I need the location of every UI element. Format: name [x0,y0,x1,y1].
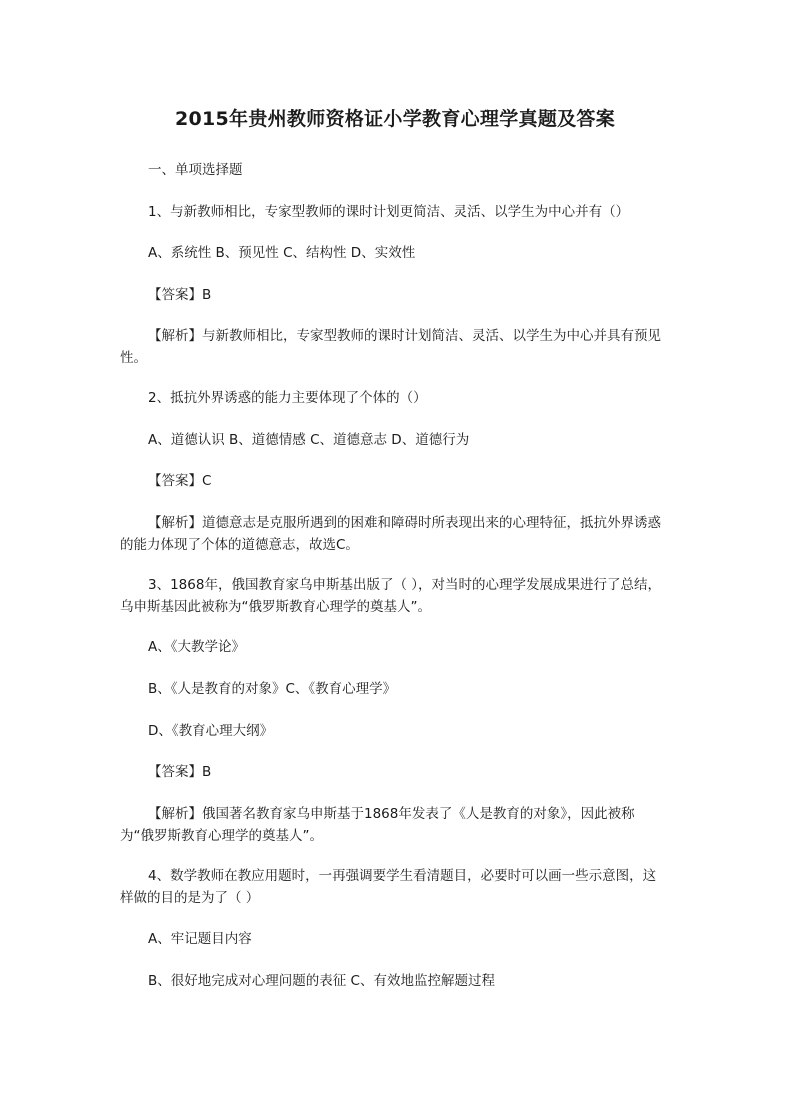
question-3-option-a: A、《大教学论》 [148,639,245,655]
question-1-answer: 【答案】B [148,287,212,303]
question-3-analysis: 【解析】俄国著名教育家乌申斯基于1868年发表了《人是教育的对象》，因此被称为“俄罗斯教育心理学的奠基人”。 [120,806,635,844]
question-1-options: A、系统性 B、预见性 C、结构性 D、实效性 [148,245,416,261]
question-2-answer: 【答案】C [148,473,212,489]
question-4-option-bc: B、很好地完成对心理问题的表征 C、有效地监控解题过程 [148,973,495,989]
question-2-analysis: 【解析】道德意志是克服所遇到的困难和障碍时所表现出来的心理特征，抵抗外界诱惑的能力体现了个体的道德意志，故选C。 [120,515,661,553]
question-3-option-d: D、《教育心理大纲》 [148,723,274,739]
document-title: 2015年贵州教师资格证小学教育心理学真题及答案 [174,108,616,130]
question-3: 3、1868年，俄国教育家乌申斯基出版了（ ），对当时的心理学发展成果进行了总结，乌申斯基因此被称为“俄罗斯教育心理学的奠基人”。 [120,577,661,615]
question-1: 1、与新教师相比，专家型教师的课时计划更简洁、灵活、以学生为中心并有（） [148,204,630,220]
section-heading: 一、单项选择题 [148,162,243,178]
question-2-options: A、道德认识 B、道德情感 C、道德意志 D、道德行为 [148,432,470,448]
question-4: 4、数学教师在教应用题时，一再强调要学生看清题目，必要时可以画一些示意图，这样做的目的是为了（ ） [120,868,657,906]
question-4-option-a: A、牢记题目内容 [148,931,252,947]
question-1-analysis: 【解析】与新教师相比，专家型教师的课时计划简洁、灵活、以学生为中心并具有预见性。 [120,328,661,366]
question-3-option-bc: B、《人是教育的对象》C、《教育心理学》 [148,681,397,697]
question-2: 2、抵抗外界诱惑的能力主要体现了个体的（） [148,390,427,406]
question-3-answer: 【答案】B [148,764,212,780]
